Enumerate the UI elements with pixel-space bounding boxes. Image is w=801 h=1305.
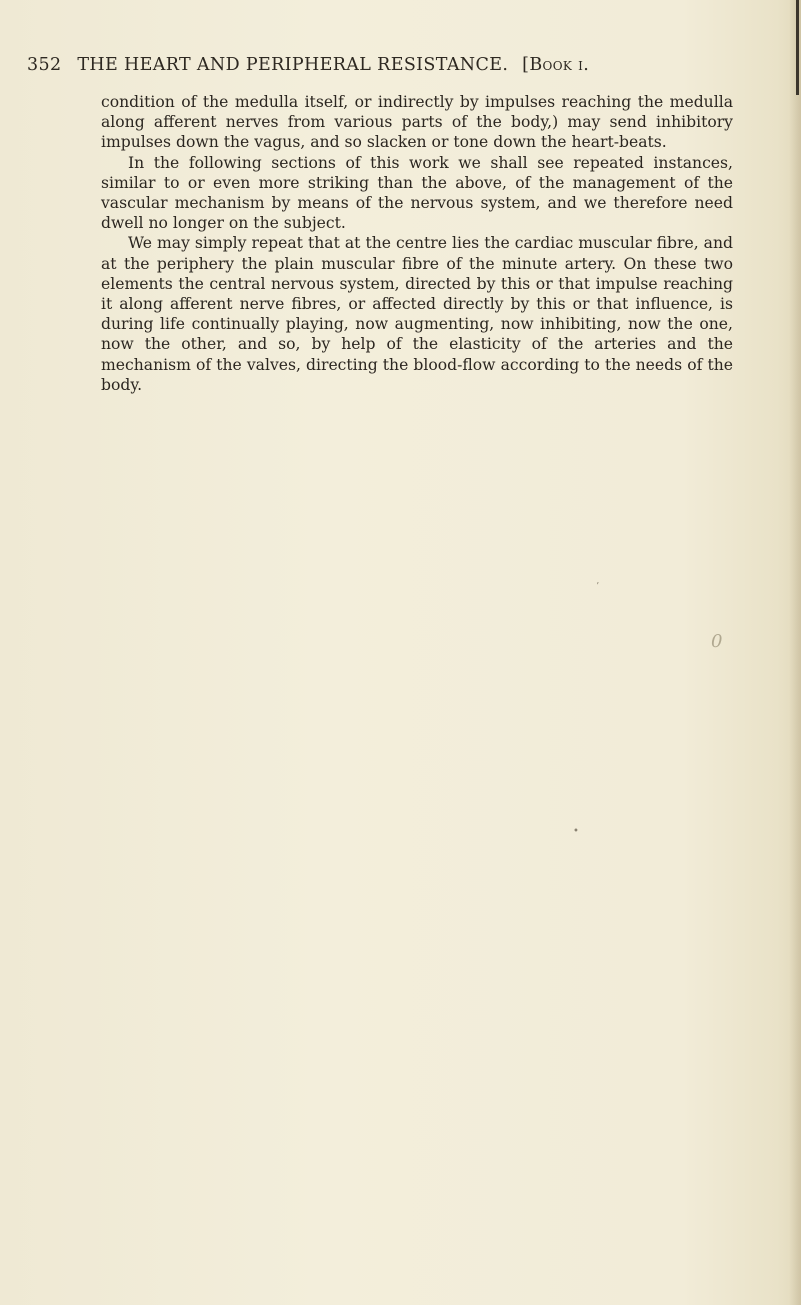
- page-edge-mark: [796, 0, 799, 95]
- ink-speck: 0: [711, 631, 723, 652]
- page-number: 352: [27, 55, 62, 75]
- paragraph: In the following sections of this work we shall see repeated instances, similar to or even more striking than the above, of the management of the vascular mechanism by means of the nervous system, and we therefore need dwell no longer on the subject.: [101, 153, 733, 233]
- paragraph: We may simply repeat that at the centre lies the cardiac muscular fibre, and at the periphery the plain muscular fibre of the minute artery. On these two elements the central nervous system, directed by this or that impulse reaching it along afferent nerve fibres, or affected directly by this or that influence, is during life continually playing, now augmenting, now inhibiting, now the one, now the other, and so, by help of the elasticity of the arteries and the mechanism of the valves, directing the blood-flow according to the needs of the body.: [101, 234, 733, 394]
- page-edge-shadow: [789, 0, 801, 1305]
- running-title: THE HEART AND PERIPHERAL RESISTANCE.: [77, 55, 509, 75]
- body-text: [101, 92, 733, 395]
- book-label: [Book i.: [522, 55, 590, 75]
- ink-speck: ʼ: [596, 582, 599, 592]
- paragraph-continued: condition of the medulla itself, or indirectly by impulses reaching the medulla along afferent nerves from various parts of the body,) may send inhibitory impulses down the vagus, and so slacken or tone down the heart-beats.: [101, 93, 733, 152]
- running-header: [27, 55, 787, 75]
- ink-speck: •: [573, 826, 579, 837]
